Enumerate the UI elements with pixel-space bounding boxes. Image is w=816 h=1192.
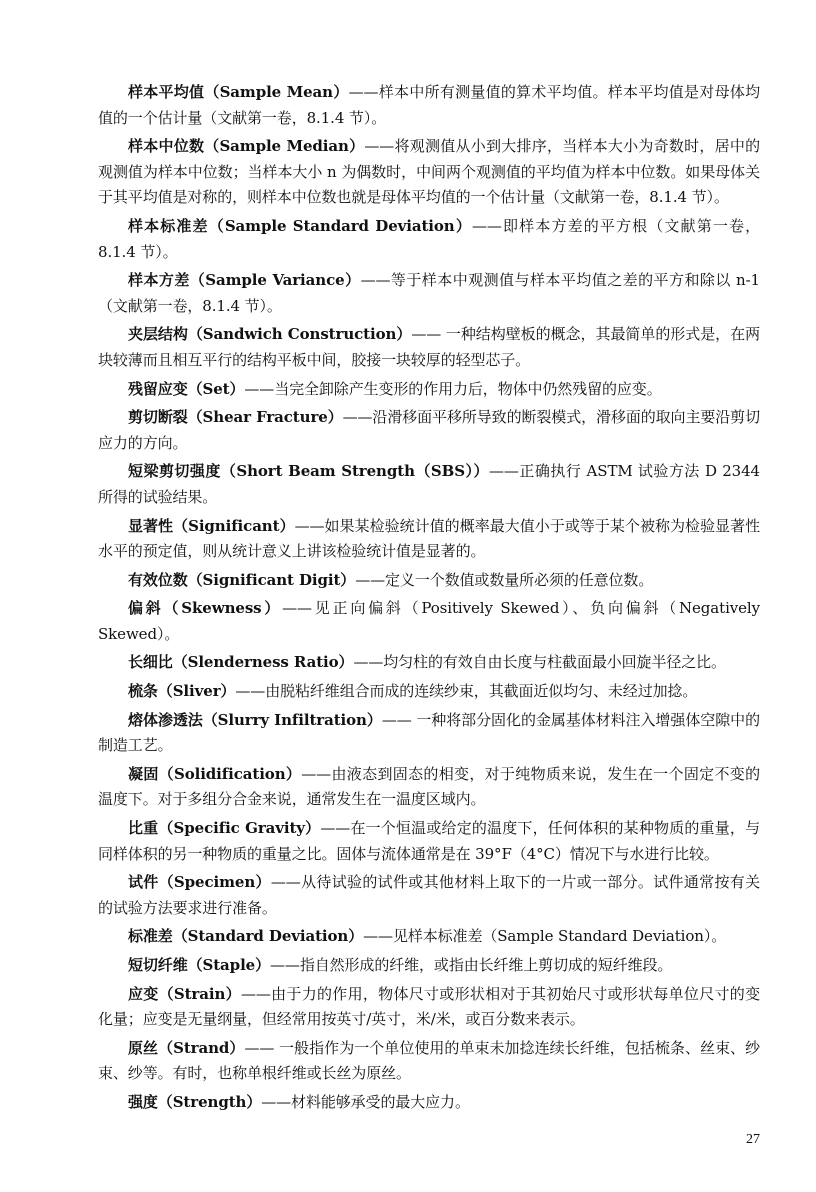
glossary-term: 样本平均值（Sample Mean） (128, 83, 349, 101)
glossary-entry (98, 708, 760, 759)
glossary-definition: ——材料能够承受的最大应力。 (261, 1092, 470, 1111)
glossary-definition: ——由脱粘纤维组合而成的连续纱束，其截面近似均匀、未经过加捻。 (235, 682, 698, 701)
glossary-term: 夹层结构（Sandwich Construction） (128, 325, 412, 344)
glossary-entry (98, 134, 760, 211)
glossary-entry (98, 459, 760, 510)
glossary-term: 偏斜（Skewness） (128, 599, 283, 618)
glossary-definition: ——由于力的作用，物体尺寸或形状相对于其初始尺寸或形状每单位尺寸的变化量；应变是无量纲量，但经常用按英寸/英寸，米/米，或百分数来表示。 (98, 984, 760, 1029)
glossary-term: 有效位数（Significant Digit） (128, 570, 356, 589)
glossary-term: 残留应变（Set） (128, 379, 245, 398)
glossary-entry (98, 1090, 760, 1116)
glossary-term: 凝固（Solidification） (128, 764, 302, 783)
glossary-entry (98, 322, 760, 373)
glossary-entry (98, 514, 760, 565)
glossary-term: 梳条（Sliver） (128, 682, 236, 701)
glossary-definition: ——在一个恒温或给定的温度下，任何体积的某种物质的重量，与同样体积的另一种物质的重量之比。固体与流体通常是在 39°F（4°C）情况下与水进行比较。 (98, 819, 760, 863)
glossary-definition: ——正确执行 ASTM 试验方法 D 2344 所得的试验结果。 (98, 462, 760, 506)
glossary-definition: —— 一种结构壁板的概念，其最简单的形式是，在两块较薄而且相互平行的结构平板中间，胶接一块较厚的轻型芯子。 (98, 325, 760, 369)
glossary-definition: —— 一种将部分固化的金属基体材料注入增强体空隙中的制造工艺。 (98, 710, 760, 755)
glossary-definition: ——沿滑移面平移所导致的断裂模式，滑移面的取向主要沿剪切应力的方向。 (98, 408, 760, 452)
glossary-entry (98, 870, 760, 921)
glossary-entry (98, 377, 760, 403)
glossary-entry (98, 650, 760, 676)
glossary-term: 标准差（Standard Deviation） (128, 927, 364, 946)
glossary-definition: ——将观测值从小到大排序，当样本大小为奇数时，居中的观测值为样本中位数；当样本大小 n 为偶数时，中间两个观测值的平均值为样本中位数。如果母体关于其平均值是对称的，则样本中位数也就是母体平均值的一个估计量（文献第一卷，8.1.4 节）。 (98, 137, 760, 207)
glossary-term: 熔体渗透法（Slurry Infiltration） (128, 710, 382, 729)
glossary-definition: —— 一般指作为一个单位使用的单束未加捻连续长纤维，包括梳条、丝束、纱束、纱等。有时，也称单根纤维或长丝为原丝。 (98, 1038, 760, 1083)
glossary-term: 样本中位数（Sample Median） (128, 137, 365, 156)
glossary-term: 比重（Specific Gravity） (128, 819, 321, 838)
glossary-entry (98, 679, 760, 705)
glossary-term: 剪切断裂（Shear Fracture） (128, 408, 343, 427)
glossary-definition: ——当完全卸除产生变形的作用力后，物体中仍然残留的应变。 (244, 379, 662, 398)
glossary-term: 应变（Strain） (128, 984, 241, 1003)
glossary-term: 短切纤维（Staple） (128, 956, 271, 974)
glossary-entry (98, 214, 760, 265)
glossary-definition: ——定义一个数值或数量所必须的任意位数。 (355, 570, 654, 589)
glossary-term: 样本方差（Sample Variance） (128, 271, 361, 290)
glossary-page (98, 80, 760, 1119)
glossary-entry (98, 405, 760, 456)
glossary-entry (98, 1036, 760, 1087)
glossary-term: 显著性（Significant） (128, 516, 295, 535)
glossary-entry (98, 982, 760, 1033)
page-number: 27 (746, 1132, 760, 1147)
glossary-term: 样本标准差（Sample Standard Deviation） (128, 216, 472, 235)
glossary-entry (98, 568, 760, 594)
glossary-entry (98, 924, 760, 950)
glossary-definition: ——见样本标准差（Sample Standard Deviation）。 (363, 927, 727, 946)
glossary-entry (98, 596, 760, 647)
glossary-definition: ——从待试验的试件或其他材料上取下的一片或一部分。试件通常按有关的试验方法要求进行准备。 (98, 873, 760, 917)
glossary-entry (98, 953, 760, 979)
glossary-definition: ——见正向偏斜（Positively Skewed）、负向偏斜（Negatively Skewed）。 (98, 599, 760, 643)
glossary-term: 原丝（Strand） (128, 1038, 245, 1057)
glossary-definition: ——指自然形成的纤维，或指由长纤维上剪切成的短纤维段。 (270, 956, 673, 974)
glossary-entry (98, 80, 760, 131)
glossary-entry (98, 762, 760, 813)
glossary-entry (98, 268, 760, 319)
glossary-definition: ——由液态到固态的相变，对于纯物质来说，发生在一个固定不变的温度下。对于多组分合金来说，通常发生在一温度区域内。 (98, 764, 760, 809)
glossary-definition: ——即样本方差的平方根（文献第一卷，8.1.4 节）。 (98, 216, 761, 261)
glossary-term: 强度（Strength） (128, 1092, 262, 1111)
glossary-definition: ——等于样本中观测值与样本平均值之差的平方和除以 n-1（文献第一卷，8.1.4 节）。 (98, 271, 760, 315)
glossary-entry (98, 816, 760, 867)
glossary-term: 长细比（Slenderness Ratio） (128, 653, 354, 672)
glossary-term: 试件（Specimen） (128, 873, 271, 892)
glossary-definition: ——均匀柱的有效自由长度与柱截面最小回旋半径之比。 (353, 653, 726, 672)
glossary-definition: ——样本中所有测量值的算术平均值。样本平均值是对母体均值的一个估计量（文献第一卷，8.1.4 节）。 (98, 83, 760, 127)
glossary-definition: ——如果某检验统计值的概率最大值小于或等于某个被称为检验显著性水平的预定值，则从统计意义上讲该检验统计值是显著的。 (98, 516, 760, 561)
glossary-term: 短梁剪切强度（Short Beam Strength（SBS）） (128, 462, 490, 481)
